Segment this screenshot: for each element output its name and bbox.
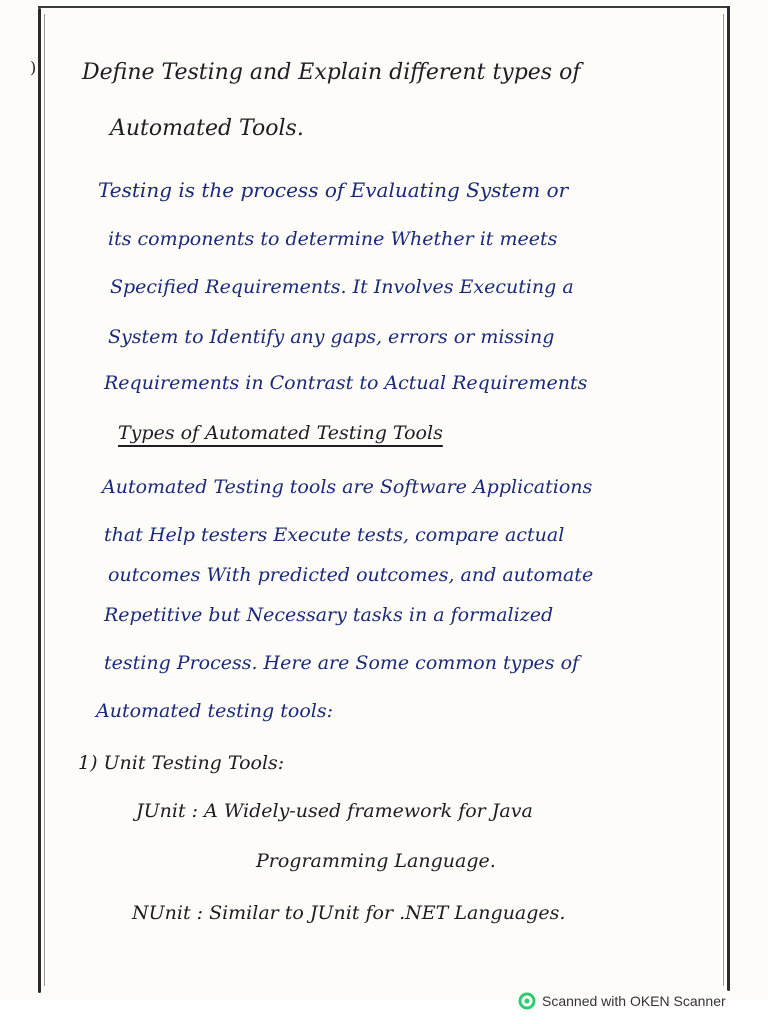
- answer-p1-line-2: its components to determine Whether it meets: [108, 228, 558, 250]
- junit-line-1: JUnit : A Widely-used framework for Java: [136, 800, 533, 822]
- right-margin-line: [723, 14, 724, 986]
- nunit-line: NUnit : Similar to JUnit for .NET Languages.: [132, 902, 566, 924]
- left-margin-line: [44, 14, 45, 986]
- answer-p2-line-6: Automated testing tools:: [96, 700, 333, 722]
- question-line-1: Define Testing and Explain different types of: [82, 60, 581, 85]
- section-heading: Types of Automated Testing Tools: [118, 422, 443, 444]
- page-right-edge: [727, 6, 730, 991]
- answer-p2-line-5: testing Process. Here are Some common types of: [104, 652, 580, 674]
- question-number: ): [30, 58, 37, 77]
- page-top-edge: [38, 6, 730, 8]
- answer-p1-line-5: Requirements in Contrast to Actual Requirements: [104, 372, 588, 394]
- answer-p1-line-3: Specified Requirements. It Involves Executing a: [110, 276, 574, 298]
- answer-p1-line-4: System to Identify any gaps, errors or missing: [108, 326, 555, 348]
- answer-p2-line-2: that Help testers Execute tests, compare actual: [104, 524, 565, 546]
- question-line-2: Automated Tools.: [110, 116, 304, 141]
- scanner-watermark-text: Scanned with OKEN Scanner: [542, 993, 726, 1009]
- answer-p2-line-1: Automated Testing tools are Software Applications: [102, 476, 593, 498]
- answer-p2-line-4: Repetitive but Necessary tasks in a formalized: [104, 604, 554, 626]
- oken-scanner-logo-icon: [518, 992, 536, 1010]
- page-left-edge: [38, 8, 41, 993]
- list-item-unit-testing-tools: 1) Unit Testing Tools:: [78, 752, 285, 774]
- answer-p1-line-1: Testing is the process of Evaluating System or: [98, 178, 569, 202]
- answer-p2-line-3: outcomes With predicted outcomes, and automate: [108, 564, 594, 586]
- junit-line-2: Programming Language.: [256, 850, 496, 872]
